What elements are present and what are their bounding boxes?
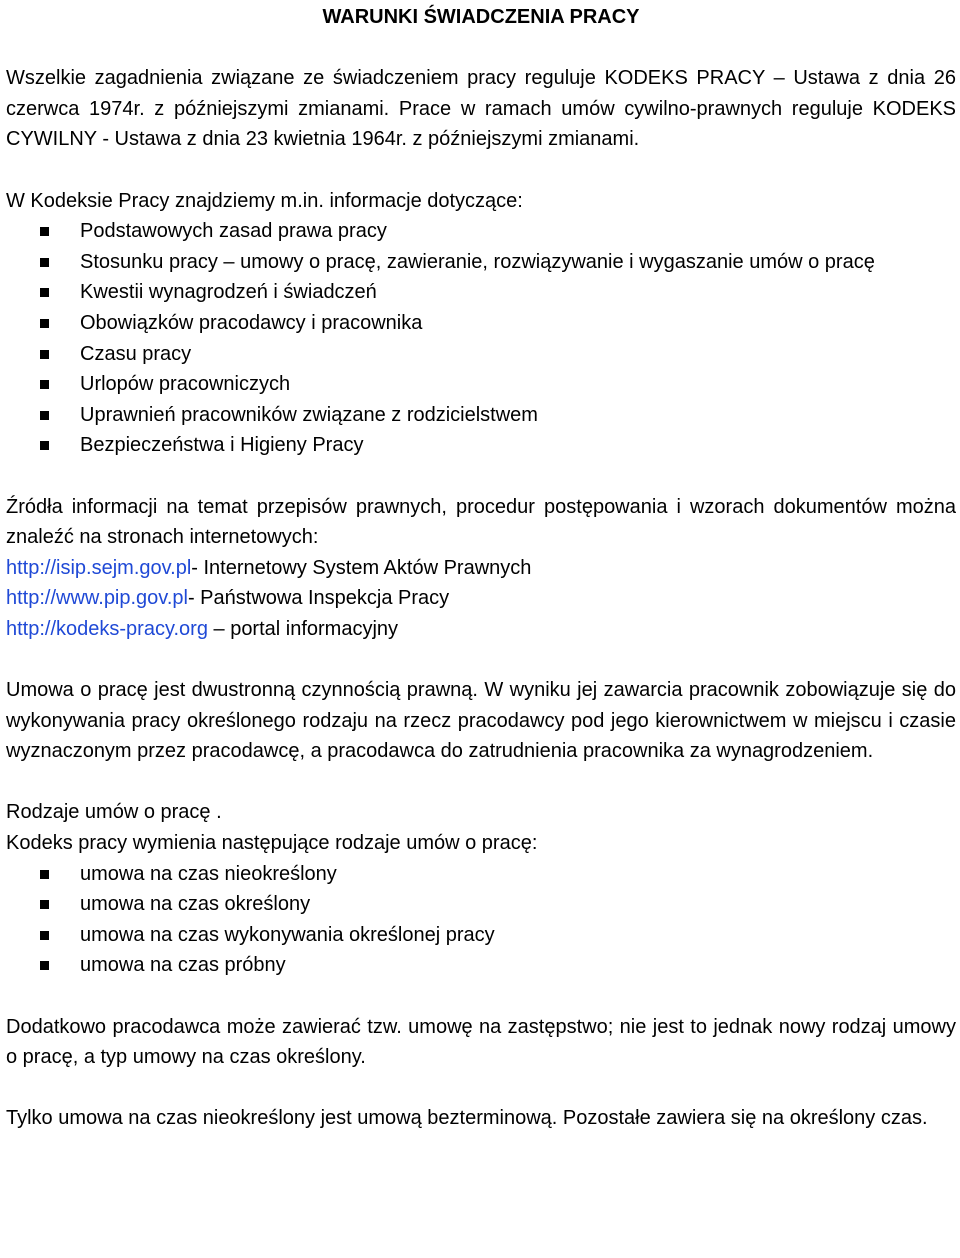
kodeks-intro: W Kodeksie Pracy znajdziemy m.in. informacje dotyczące: (6, 189, 523, 212)
source-line (6, 614, 956, 645)
list-item (6, 859, 956, 890)
square-bullet-icon (40, 900, 49, 909)
square-bullet-icon (40, 319, 49, 328)
list-item-text: Kwestii wynagrodzeń i świadczeń (80, 281, 377, 304)
kodeks-topics-list (6, 216, 956, 461)
square-bullet-icon (40, 380, 49, 389)
sources-intro: Źródła informacji na temat przepisów prawnych, procedur postępowania i wzorach dokumentów można znaleźć na stronach internetowych: (6, 495, 956, 549)
source-description: - Państwowa Inspekcja Pracy (187, 587, 450, 610)
spacer (6, 644, 956, 675)
list-item (6, 889, 956, 920)
list-item (6, 339, 956, 370)
square-bullet-icon (40, 411, 49, 420)
square-bullet-icon (40, 227, 49, 236)
intro-paragraph: Wszelkie zagadnienia związane ze świadczeniem pracy reguluje KODEKS PRACY – Ustawa z dnia 26 czerwca 1974r. z późniejszymi zmianami. Prace w ramach umów cywilno-prawnych reguluje KODEKS CYWILNY - Ustawa z dnia 23 kwietnia 1964r. z późniejszymi zmianami. (6, 67, 956, 151)
source-description: – portal informacyjny (207, 617, 399, 640)
source-link[interactable]: http://www.pip.gov.pl (6, 587, 188, 610)
list-item (6, 400, 956, 431)
list-item (6, 369, 956, 400)
spacer (6, 461, 956, 492)
source-link[interactable]: http://isip.sejm.gov.pl (6, 556, 192, 579)
square-bullet-icon (40, 350, 49, 359)
spacer (6, 33, 956, 64)
rodzaje-intro: Kodeks pracy wymienia następujące rodzaje umów o pracę: (6, 832, 538, 855)
list-item-text: umowa na czas określony (80, 893, 311, 916)
list-item-text: Uprawnień pracowników związane z rodzicielstwem (80, 403, 538, 426)
square-bullet-icon (40, 961, 49, 970)
list-item (6, 277, 956, 308)
list-item-text: umowa na czas wykonywania określonej pracy (80, 923, 495, 946)
list-item-text: umowa na czas próbny (80, 954, 286, 977)
square-bullet-icon (40, 288, 49, 297)
square-bullet-icon (40, 870, 49, 879)
list-item (6, 950, 956, 981)
square-bullet-icon (40, 441, 49, 450)
list-item (6, 216, 956, 247)
tylko-paragraph: Tylko umowa na czas nieokreślony jest umową bezterminową. Pozostałe zawiera się na określony czas. (6, 1107, 928, 1130)
sources-list (6, 553, 956, 645)
spacer (6, 981, 956, 1012)
list-item-text: Bezpieczeństwa i Higieny Pracy (80, 434, 364, 457)
list-item (6, 247, 956, 278)
square-bullet-icon (40, 258, 49, 267)
source-line (6, 553, 956, 584)
umowa-paragraph: Umowa o pracę jest dwustronną czynnością prawną. W wyniku jej zawarcia pracownik zobowiązuje się do wykonywania pracy określonego rodzaju na rzecz pracodawcy pod jego kierownictwem w miejscu i czasie wyznaczonym przez pracodawcę, a pracodawca do zatrudnienia pracownika za wynagrodzeniem. (6, 679, 956, 763)
list-item-text: Urlopów pracowniczych (80, 373, 291, 396)
contract-types-list (6, 859, 956, 981)
page-title: WARUNKI ŚWIADCZENIA PRACY (322, 6, 640, 28)
list-item-text: umowa na czas nieokreślony (80, 862, 337, 885)
source-line (6, 583, 956, 614)
list-item (6, 920, 956, 951)
dodatkowo-paragraph: Dodatkowo pracodawca może zawierać tzw. umowę na zastępstwo; nie jest to jednak nowy rodzaj umowy o pracę, a typ umowy na czas określony. (6, 1015, 956, 1069)
list-item (6, 308, 956, 339)
square-bullet-icon (40, 931, 49, 940)
list-item-text: Stosunku pracy – umowy o pracę, zawieranie, rozwiązywanie i wygaszanie umów o pracę (80, 250, 875, 273)
source-description: - Internetowy System Aktów Prawnych (191, 556, 532, 579)
list-item (6, 430, 956, 461)
list-item-text: Obowiązków pracodawcy i pracownika (80, 311, 423, 334)
spacer (6, 767, 956, 798)
spacer (6, 155, 956, 186)
list-item-text: Czasu pracy (80, 342, 192, 365)
list-item-text: Podstawowych zasad prawa pracy (80, 220, 387, 243)
rodzaje-heading: Rodzaje umów o pracę . (6, 801, 222, 824)
source-link[interactable]: http://kodeks-pracy.org (6, 617, 208, 640)
spacer (6, 1073, 956, 1104)
